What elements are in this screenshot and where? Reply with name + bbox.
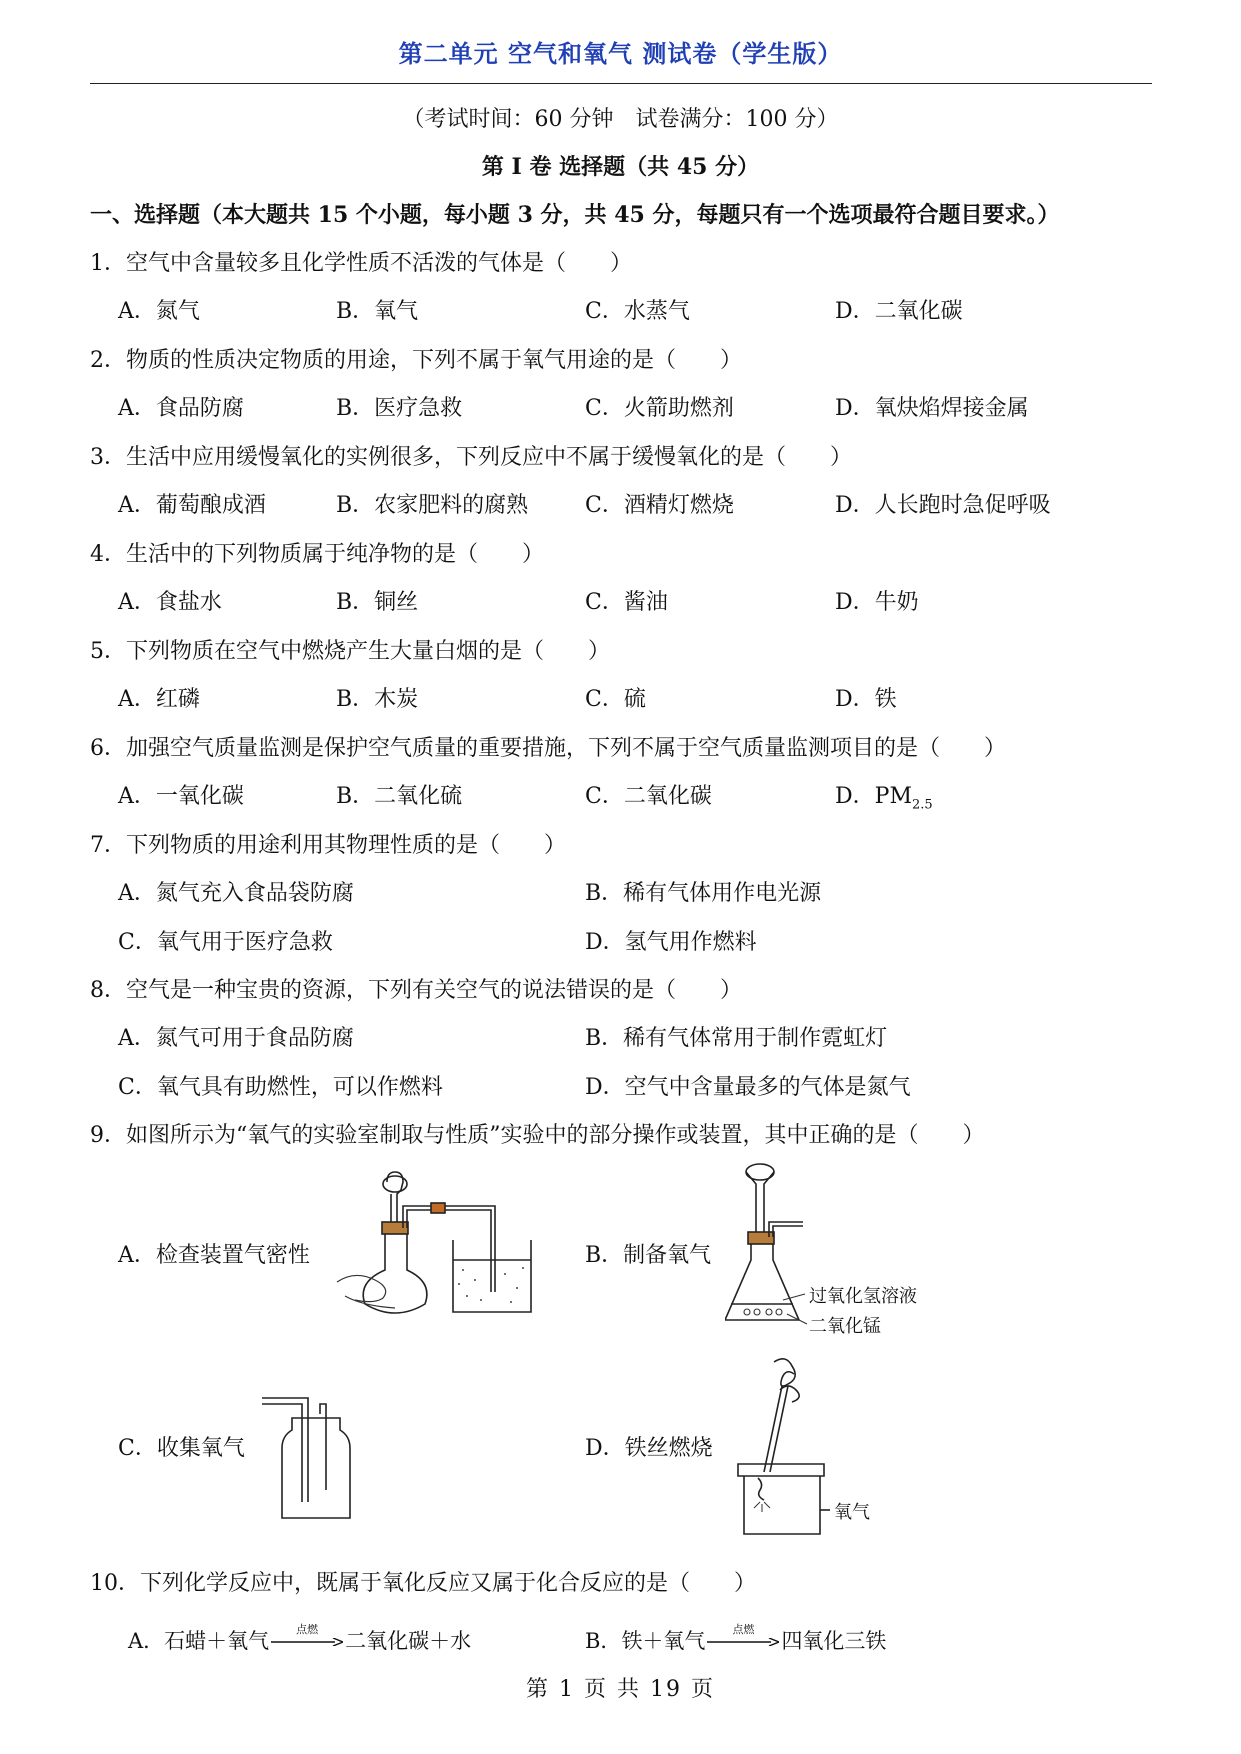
figure-airtightness-check bbox=[335, 1170, 545, 1320]
q10-option-b[interactable] bbox=[585, 1625, 886, 1655]
q7-option-d[interactable]: D．氢气用作燃料 bbox=[585, 930, 757, 955]
q9-option-c[interactable]: C．收集氧气 bbox=[118, 1436, 245, 1461]
figure-oxygen-preparation bbox=[725, 1162, 965, 1337]
q8-option-d[interactable]: D．空气中含量最多的气体是氮气 bbox=[585, 1075, 911, 1100]
q3-option-c[interactable]: C．酒精灯燃烧 bbox=[585, 493, 734, 518]
q1-option-d[interactable]: D．二氧化碳 bbox=[835, 299, 963, 324]
q1-option-a[interactable]: A．氮气 bbox=[118, 299, 200, 324]
question-1-stem: 1．空气中含量较多且化学性质不活泼的气体是（ ） bbox=[90, 251, 632, 276]
section-heading: 一、选择题（本大题共 15 个小题，每小题 3 分，共 45 分，每题只有一个选项最符合题目要求。） bbox=[90, 202, 1060, 228]
question-9-stem: 9．如图所示为“氧气的实验室制取与性质”实验中的部分操作或装置，其中正确的是（ ） bbox=[90, 1123, 985, 1148]
question-10-stem: 10．下列化学反应中，既属于氧化反应又属于化合反应的是（ ） bbox=[90, 1571, 756, 1596]
q8-option-a[interactable]: A．氮气可用于食品防腐 bbox=[118, 1026, 354, 1051]
q10-option-b-label: B． bbox=[585, 1629, 622, 1653]
question-5-stem: 5．下列物质在空气中燃烧产生大量白烟的是（ ） bbox=[90, 639, 610, 664]
q5-option-a[interactable]: A．红磷 bbox=[118, 687, 200, 712]
q5-option-c[interactable]: C．硫 bbox=[585, 687, 646, 712]
q6-option-d-subscript: 2.5 bbox=[911, 797, 933, 813]
q2-option-c[interactable]: C．火箭助燃剂 bbox=[585, 396, 734, 421]
q3-option-b[interactable]: B．农家肥料的腐熟 bbox=[336, 493, 529, 518]
q6-option-d-text: D．PM bbox=[835, 784, 912, 809]
question-3-stem: 3．生活中应用缓慢氧化的实例很多，下列反应中不属于缓慢氧化的是（ ） bbox=[90, 445, 852, 470]
q10-option-a-products: 二氧化碳＋水 bbox=[345, 1629, 472, 1653]
q9-option-a[interactable]: A．检查装置气密性 bbox=[118, 1243, 310, 1268]
q10-option-a-reactants: 石蜡＋氧气 bbox=[164, 1629, 270, 1653]
q1-option-b[interactable]: B．氧气 bbox=[336, 299, 419, 324]
page-footer: 第 1 页 共 19 页 bbox=[526, 1677, 715, 1702]
reaction-arrow-icon bbox=[271, 1623, 343, 1651]
q6-option-d[interactable] bbox=[835, 779, 933, 812]
q10-option-b-products: 四氧化三铁 bbox=[781, 1629, 887, 1653]
q4-option-d[interactable]: D．牛奶 bbox=[835, 590, 919, 615]
q4-option-c[interactable]: C．酱油 bbox=[585, 590, 668, 615]
q6-option-c[interactable]: C．二氧化碳 bbox=[585, 784, 712, 809]
q8-option-c[interactable]: C．氧气具有助燃性，可以作燃料 bbox=[118, 1075, 443, 1100]
q5-option-d[interactable]: D．铁 bbox=[835, 687, 897, 712]
q6-option-a[interactable]: A．一氧化碳 bbox=[118, 784, 244, 809]
q3-option-d[interactable]: D．人长跑时急促呼吸 bbox=[835, 493, 1051, 518]
q6-option-b[interactable]: B．二氧化硫 bbox=[336, 784, 463, 809]
question-7-stem: 7．下列物质的用途利用其物理性质的是（ ） bbox=[90, 833, 566, 858]
question-4-stem: 4．生活中的下列物质属于纯净物的是（ ） bbox=[90, 542, 544, 567]
q9-option-b[interactable]: B．制备氧气 bbox=[585, 1243, 712, 1268]
part-title: 第 I 卷 选择题（共 45 分） bbox=[481, 154, 760, 180]
reaction-arrow-icon bbox=[707, 1623, 779, 1651]
q1-option-c[interactable]: C．水蒸气 bbox=[585, 299, 690, 324]
title-rule bbox=[90, 83, 1152, 84]
q10-option-b-condition: 点燃 bbox=[732, 1623, 755, 1636]
q10-option-a[interactable] bbox=[128, 1625, 471, 1655]
question-8-stem: 8．空气是一种宝贵的资源，下列有关空气的说法错误的是（ ） bbox=[90, 978, 742, 1003]
question-2-stem: 2．物质的性质决定物质的用途，下列不属于氧气用途的是（ ） bbox=[90, 348, 742, 373]
question-6-stem: 6．加强空气质量监测是保护空气质量的重要措施，下列不属于空气质量监测项目的是（ ） bbox=[90, 736, 1007, 761]
q10-option-b-reactants: 铁＋氧气 bbox=[621, 1629, 706, 1653]
q2-option-d[interactable]: D．氧炔焰焊接金属 bbox=[835, 396, 1029, 421]
q3-option-a[interactable]: A．葡萄酿成酒 bbox=[118, 493, 266, 518]
q5-option-b[interactable]: B．木炭 bbox=[336, 687, 419, 712]
q2-option-a[interactable]: A．食品防腐 bbox=[118, 396, 244, 421]
q8-option-b[interactable]: B．稀有气体常用于制作霓虹灯 bbox=[585, 1026, 888, 1051]
q9-option-d[interactable]: D．铁丝燃烧 bbox=[585, 1436, 713, 1461]
label-hydrogen-peroxide: 过氧化氢溶液 bbox=[809, 1286, 917, 1307]
q4-option-b[interactable]: B．铜丝 bbox=[336, 590, 419, 615]
q7-option-c[interactable]: C．氧气用于医疗急救 bbox=[118, 930, 333, 955]
label-oxygen: 氧气 bbox=[834, 1502, 870, 1523]
figure-iron-wire-combustion bbox=[730, 1352, 890, 1537]
q7-option-a[interactable]: A．氮气充入食品袋防腐 bbox=[118, 881, 354, 906]
q7-option-b[interactable]: B．稀有气体用作电光源 bbox=[585, 881, 822, 906]
q10-option-a-label: A． bbox=[128, 1629, 165, 1653]
q2-option-b[interactable]: B．医疗急救 bbox=[336, 396, 463, 421]
page-title: 第二单元 空气和氧气 测试卷（学生版） bbox=[398, 40, 843, 68]
exam-info: （考试时间：60 分钟 试卷满分：100 分） bbox=[402, 107, 839, 132]
q4-option-a[interactable]: A．食盐水 bbox=[118, 590, 222, 615]
q10-option-a-condition: 点燃 bbox=[296, 1623, 319, 1636]
figure-oxygen-collection bbox=[260, 1392, 370, 1522]
label-manganese-dioxide: 二氧化锰 bbox=[809, 1316, 881, 1337]
